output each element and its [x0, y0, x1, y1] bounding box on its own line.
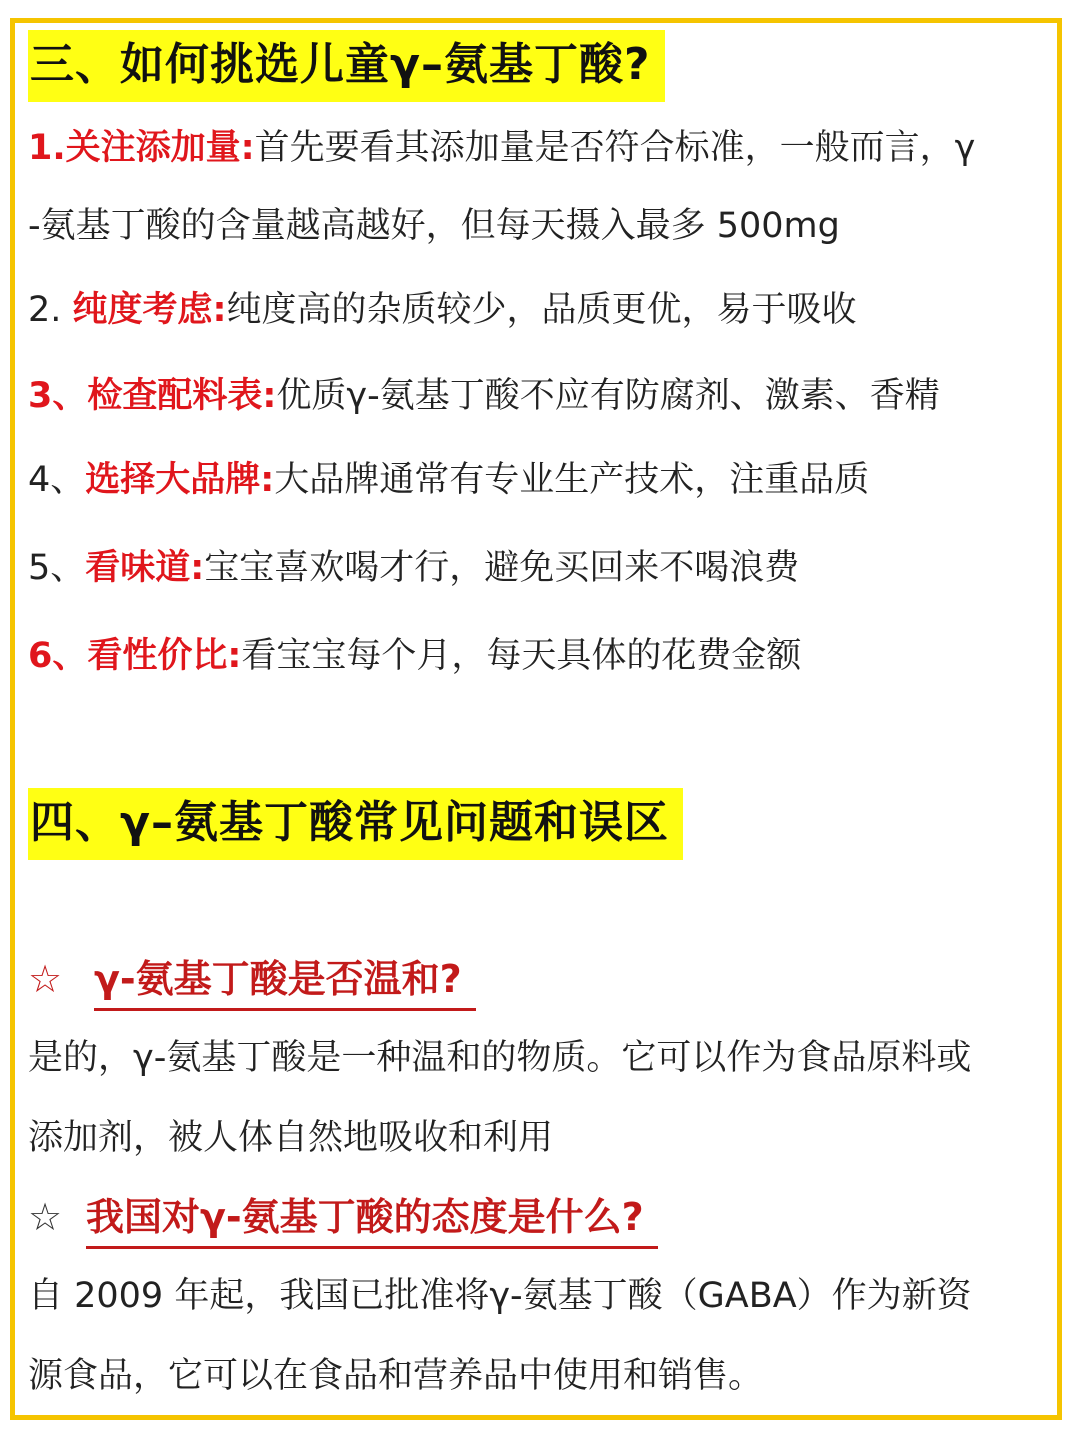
item-3-line — [28, 374, 940, 418]
question-2-text: 我国对γ-氨基丁酸的态度是什么? — [86, 1192, 658, 1249]
item-1-text: 首先要看其添加量是否符合标准，一般而言，γ — [254, 128, 976, 168]
item-4-line — [28, 458, 869, 502]
answer-2-line-2: 源食品，它可以在食品和营养品中使用和销售。 — [28, 1356, 764, 1396]
item-6-line — [28, 634, 801, 678]
answer-1-line-1: 是的，γ-氨基丁酸是一种温和的物质。它可以作为食品原料或 — [28, 1038, 972, 1078]
item-2-line — [28, 288, 857, 332]
item-2-label: 纯度考虑: — [72, 290, 227, 330]
star-icon: ☆ — [28, 957, 63, 1001]
item-4-text: 大品牌通常有专业生产技术，注重品质 — [274, 460, 870, 500]
item-6-label: 6、看性价比: — [28, 636, 242, 676]
item-2-text: 纯度高的杂质较少，品质更优，易于吸收 — [226, 290, 857, 330]
item-4-number: 4、 — [28, 460, 86, 500]
item-3-label: 3、检查配料表: — [28, 376, 277, 416]
section3-heading: 三、如何挑选儿童γ–氨基丁酸? — [28, 30, 665, 102]
item-1-line-1 — [28, 126, 975, 170]
item-5-text: 宝宝喜欢喝才行，避免买回来不喝浪费 — [204, 548, 800, 588]
document-content — [28, 0, 1058, 1440]
question-1-text: γ-氨基丁酸是否温和? — [94, 954, 476, 1011]
item-2-number: 2. — [28, 290, 73, 330]
answer-1-line-2: 添加剂，被人体自然地吸收和利用 — [28, 1118, 554, 1158]
item-1-label: 1.关注添加量: — [28, 128, 255, 168]
answer-2-line-1: 自 2009 年起，我国已批准将γ-氨基丁酸（GABA）作为新资 — [28, 1276, 972, 1316]
item-1-text-cont: -氨基丁酸的含量越高越好，但每天摄入最多 500mg — [28, 206, 840, 246]
item-6-text: 看宝宝每个月，每天具体的花费金额 — [241, 636, 802, 676]
question-2 — [28, 1192, 658, 1252]
item-5-line — [28, 546, 799, 590]
star-icon: ☆ — [28, 1195, 63, 1239]
item-1-line-2 — [28, 204, 840, 248]
question-1 — [28, 954, 476, 1014]
item-4-label: 选择大品牌: — [85, 460, 275, 500]
item-5-label: 看味道: — [85, 548, 205, 588]
item-5-number: 5、 — [28, 548, 86, 588]
item-3-text: 优质γ-氨基丁酸不应有防腐剂、激素、香精 — [276, 376, 940, 416]
section4-heading: 四、γ–氨基丁酸常见问题和误区 — [28, 788, 683, 860]
